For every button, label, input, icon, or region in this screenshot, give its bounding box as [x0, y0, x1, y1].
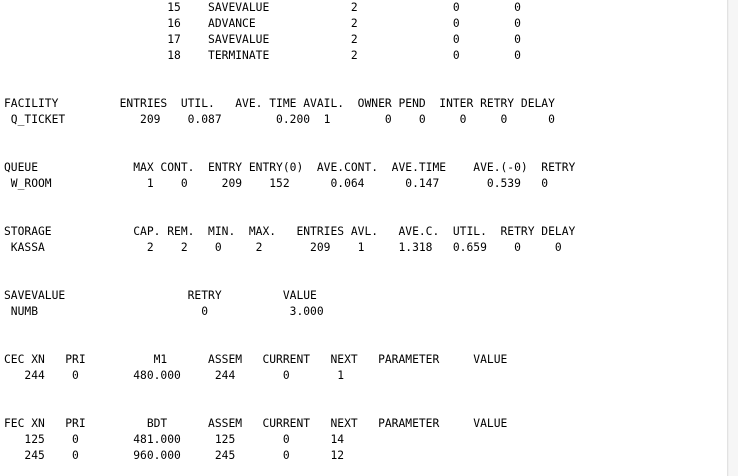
block-row: 16 ADVANCE 2 0 0: [4, 17, 521, 30]
section-header-line: FEC XN PRI BDT ASSEM CURRENT NEXT PARAMETER VALUE: [4, 417, 508, 430]
section-header-line: SAVEVALUE RETRY VALUE: [4, 289, 317, 302]
section-header-line: STORAGE CAP. REM. MIN. MAX. ENTRIES AVL. AVE.C. UTIL. RETRY DELAY: [4, 225, 576, 238]
data-row: 244 0 480.000 244 0 1: [4, 369, 345, 382]
block-row: 15 SAVEVALUE 2 0 0: [4, 1, 521, 14]
data-row: 245 0 960.000 245 0 12: [4, 449, 345, 462]
data-row: NUMB 0 3.000: [4, 305, 324, 318]
data-row: W_ROOM 1 0 209 152 0.064 0.147 0.539 0: [4, 177, 549, 190]
block-row: 17 SAVEVALUE 2 0 0: [4, 33, 521, 46]
data-row: 125 0 481.000 125 0 14: [4, 433, 345, 446]
scrollbar-thumb[interactable]: [729, 0, 738, 476]
section-header-line: QUEUE MAX CONT. ENTRY ENTRY(0) AVE.CONT. AVE.TIME AVE.(-0) RETRY: [4, 161, 576, 174]
section-header-line: FACILITY ENTRIES UTIL. AVE. TIME AVAIL. OWNER PEND INTER RETRY DELAY: [4, 97, 555, 110]
data-row: Q_TICKET 209 0.087 0.200 1 0 0 0 0 0: [4, 113, 555, 126]
data-row: KASSA 2 2 0 2 209 1 1.318 0.659 0 0: [4, 241, 562, 254]
block-row: 18 TERMINATE 2 0 0: [4, 49, 521, 62]
vertical-scrollbar[interactable]: [727, 0, 738, 476]
section-header-line: CEC XN PRI M1 ASSEM CURRENT NEXT PARAMETER VALUE: [4, 353, 508, 366]
